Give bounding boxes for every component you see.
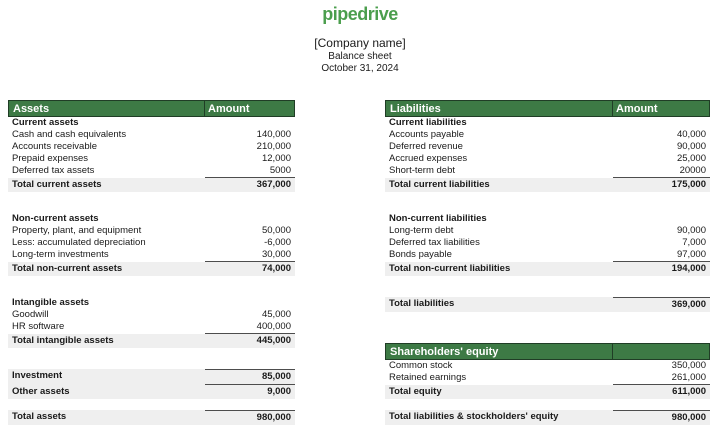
row-label: Short-term debt <box>389 165 455 176</box>
row-amount: 5000 <box>205 165 295 178</box>
row-amount: 74,000 <box>261 263 291 274</box>
row-amount: 400,000 <box>205 321 295 334</box>
row-label: Total assets <box>12 411 67 422</box>
equity-table-body <box>385 360 710 425</box>
row-amount: 50,000 <box>261 225 291 236</box>
row-amount: 369,000 <box>613 297 710 312</box>
table-row <box>385 249 710 262</box>
table-row <box>385 237 710 249</box>
row-amount: 261,000 <box>613 372 710 385</box>
row-amount: 611,000 <box>672 386 706 397</box>
row-label: Long-term investments <box>12 249 109 260</box>
table-row <box>8 178 295 192</box>
assets-header-label: Assets <box>13 102 50 115</box>
equity-header-label: Shareholders' equity <box>390 345 499 358</box>
row-amount: 40,000 <box>676 129 706 140</box>
row-amount: 12,000 <box>261 153 291 164</box>
row-amount: 367,000 <box>256 179 291 190</box>
row-label: Long-term debt <box>389 225 454 236</box>
row-label: Total liabilities & stockholders' equity <box>389 411 559 422</box>
row-spacer <box>8 276 295 297</box>
row-label: Total equity <box>389 386 442 397</box>
assets-table-body <box>8 117 295 425</box>
equity-table-header <box>385 343 710 360</box>
row-label: Accounts payable <box>389 129 464 140</box>
table-row <box>385 372 710 385</box>
row-label: Total intangible assets <box>12 335 114 346</box>
liabilities-table-header <box>385 100 710 117</box>
table-row <box>385 129 710 141</box>
row-amount <box>205 117 295 129</box>
table-row <box>8 369 295 385</box>
row-amount: 445,000 <box>256 335 291 346</box>
row-amount: 980,000 <box>613 410 710 425</box>
table-row <box>8 309 295 321</box>
table-row <box>385 213 710 225</box>
table-row <box>8 297 295 309</box>
row-amount: 30,000 <box>205 249 295 262</box>
liabilities-equity-column <box>385 100 710 425</box>
row-amount: 9,000 <box>267 386 291 397</box>
table-row <box>385 385 710 399</box>
row-amount: 350,000 <box>671 360 706 371</box>
row-amount: 7,000 <box>682 237 706 248</box>
row-spacer <box>385 399 710 410</box>
row-label: Prepaid expenses <box>12 153 89 164</box>
row-label: Deferred tax assets <box>12 165 95 176</box>
row-amount: 90,000 <box>676 141 706 152</box>
table-row <box>385 262 710 276</box>
table-row <box>8 117 295 129</box>
liabilities-header-amount: Amount <box>612 101 709 116</box>
table-row <box>8 213 295 225</box>
table-row <box>385 178 710 192</box>
row-amount: 980,000 <box>205 410 295 425</box>
assets-column <box>8 100 295 425</box>
row-label: Total non-current liabilities <box>389 263 511 274</box>
table-row <box>8 141 295 153</box>
equity-header-amount <box>612 344 709 359</box>
table-row <box>385 410 710 425</box>
assets-header-amount: Amount <box>204 101 294 116</box>
table-row <box>385 141 710 153</box>
table-row <box>8 237 295 249</box>
row-spacer <box>385 276 710 297</box>
table-row <box>385 225 710 237</box>
row-label: Total non-current assets <box>12 263 123 274</box>
row-amount: 140,000 <box>256 129 291 140</box>
table-row <box>8 334 295 348</box>
row-label: Common stock <box>389 360 453 371</box>
row-amount: 85,000 <box>205 369 295 385</box>
row-amount: 90,000 <box>676 225 706 236</box>
row-amount: 175,000 <box>671 179 706 190</box>
row-spacer <box>8 399 295 410</box>
row-label: Cash and cash equivalents <box>12 129 127 140</box>
row-label: Non-current assets <box>12 213 99 224</box>
row-label: Accrued expenses <box>389 153 468 164</box>
sheet-date: October 31, 2024 <box>321 63 399 74</box>
row-amount: -6,000 <box>264 237 291 248</box>
table-row <box>8 225 295 237</box>
row-label: Retained earnings <box>389 372 467 383</box>
row-label: HR software <box>12 321 65 332</box>
row-amount: 45,000 <box>261 309 291 320</box>
table-row <box>8 165 295 178</box>
row-amount: 97,000 <box>613 249 710 262</box>
row-amount <box>613 213 710 225</box>
row-label: Total liabilities <box>389 298 455 309</box>
table-row <box>8 410 295 425</box>
row-label: Accounts receivable <box>12 141 98 152</box>
row-label: Total current liabilities <box>389 179 490 190</box>
row-amount: 25,000 <box>676 153 706 164</box>
row-amount: 194,000 <box>671 263 706 274</box>
row-amount: 20000 <box>613 165 710 178</box>
table-row <box>8 249 295 262</box>
table-row <box>8 385 295 399</box>
table-row <box>385 360 710 372</box>
row-amount <box>613 117 710 129</box>
row-label: Current liabilities <box>389 117 467 128</box>
table-row <box>385 165 710 178</box>
table-row <box>385 153 710 165</box>
liabilities-header-label: Liabilities <box>390 102 441 115</box>
sheet-title: Balance sheet <box>328 51 392 62</box>
row-label: Bonds payable <box>389 249 452 260</box>
row-label: Less: accumulated depreciation <box>12 237 146 248</box>
row-label: Current assets <box>12 117 79 128</box>
row-label: Non-current liabilities <box>389 213 487 224</box>
liabilities-table-body <box>385 117 710 343</box>
company-name: [Company name] <box>314 36 406 50</box>
row-amount: 210,000 <box>256 141 291 152</box>
row-label: Investment <box>12 370 63 381</box>
row-label: Deferred revenue <box>389 141 463 152</box>
table-row <box>8 153 295 165</box>
pipedrive-logo: pipedrive <box>322 4 398 24</box>
assets-table-header <box>8 100 295 117</box>
table-row <box>385 297 710 312</box>
row-amount <box>205 297 295 309</box>
row-spacer <box>8 192 295 213</box>
row-label: Intangible assets <box>12 297 90 308</box>
row-label: Property, plant, and equipment <box>12 225 142 236</box>
row-label: Goodwill <box>12 309 49 320</box>
row-spacer <box>385 312 710 343</box>
table-row <box>8 262 295 276</box>
table-row <box>8 321 295 334</box>
table-row <box>8 129 295 141</box>
table-row <box>385 117 710 129</box>
row-label: Total current assets <box>12 179 102 190</box>
row-label: Other assets <box>12 386 70 397</box>
row-spacer <box>8 348 295 369</box>
row-spacer <box>385 192 710 213</box>
row-label: Deferred tax liabilities <box>389 237 480 248</box>
row-amount <box>205 213 295 225</box>
